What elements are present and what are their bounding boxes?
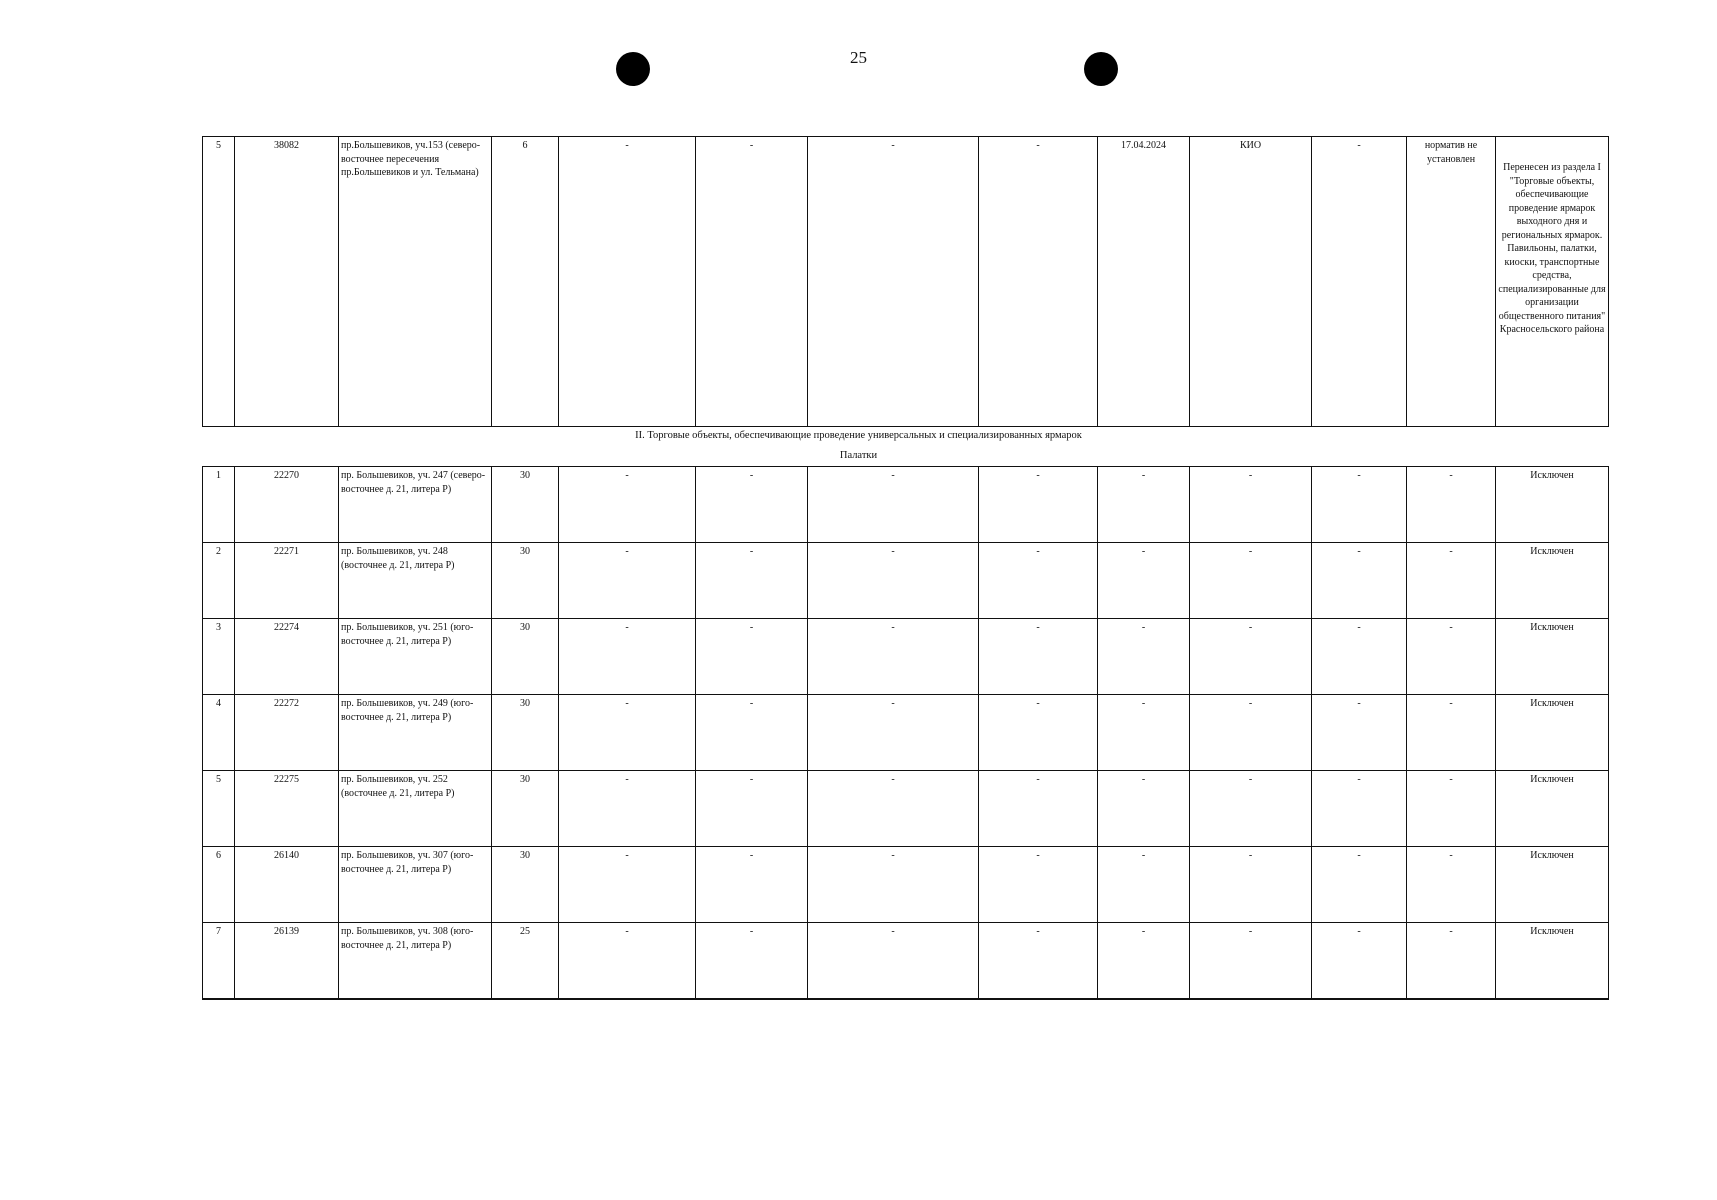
cell-dash: - (559, 695, 696, 771)
subsection-title: Палатки (839, 450, 878, 461)
cell-address: пр. Большевиков, уч. 307 (юго-восточнее д. 21, литера Р) (339, 847, 492, 923)
cell-dash: - (979, 923, 1098, 999)
cell-dash: - (808, 467, 979, 543)
cell-object-id: 26140 (235, 847, 339, 923)
table-row (203, 619, 1609, 695)
cell-dash: - (696, 543, 808, 619)
cell-dash: - (1312, 695, 1407, 771)
cell-dash: - (1098, 923, 1190, 999)
cell-number: 7 (203, 923, 235, 999)
cell-dash: - (979, 847, 1098, 923)
cell-dash: - (1190, 619, 1312, 695)
cell-dash: - (979, 695, 1098, 771)
cell-organization: КИО (1190, 137, 1312, 427)
cell-dash: - (1407, 619, 1496, 695)
cell-status: Исключен (1496, 543, 1609, 619)
cell-dash: - (808, 771, 979, 847)
cell-area: 30 (492, 543, 559, 619)
table-row (203, 137, 1609, 427)
cell-object-id: 38082 (235, 137, 339, 427)
cell-dash: - (1190, 543, 1312, 619)
cell-area: 25 (492, 923, 559, 999)
cell-area: 30 (492, 847, 559, 923)
cell-dash: - (808, 923, 979, 999)
page-number: 25 (850, 48, 867, 67)
cell-dash: - (559, 923, 696, 999)
table-row (203, 923, 1609, 999)
cell-object-id: 26139 (235, 923, 339, 999)
cell-note: Перенесен из раздела I "Торговые объекты, обеспечивающие проведение ярмарок выходного дня и региональных ярмарок. Павильоны, палатки, киоски, транспортные средства, специализированные для организации общественного питания" Красносельского района (1496, 137, 1609, 427)
cell-dash: - (1190, 695, 1312, 771)
cell-area: 30 (492, 619, 559, 695)
cell-address: пр. Большевиков, уч. 252 (восточнее д. 21, литера Р) (339, 771, 492, 847)
cell-dash: - (1098, 543, 1190, 619)
cell-dash: - (1098, 771, 1190, 847)
cell-norm: норматив не установлен (1407, 137, 1496, 427)
cell-dash: - (696, 923, 808, 999)
cell-dash: - (1190, 771, 1312, 847)
cell-dash: - (1312, 847, 1407, 923)
cell-dash: - (979, 771, 1098, 847)
cell-date: 17.04.2024 (1098, 137, 1190, 427)
previous-section-table (202, 136, 1609, 427)
cell-dash: - (808, 695, 979, 771)
cell-dash: - (559, 467, 696, 543)
cell-empty: - (979, 137, 1098, 427)
cell-dash: - (1190, 467, 1312, 543)
cell-dash: - (696, 619, 808, 695)
cell-address: пр. Большевиков, уч. 308 (юго-восточнее д. 21, литера Р) (339, 923, 492, 999)
cell-number: 3 (203, 619, 235, 695)
cell-object-id: 22274 (235, 619, 339, 695)
cell-empty: - (808, 137, 979, 427)
punch-hole-right (1084, 52, 1118, 86)
cell-address: пр. Большевиков, уч. 248 (восточнее д. 21, литера Р) (339, 543, 492, 619)
cell-address: пр. Большевиков, уч. 251 (юго-восточнее д. 21, литера Р) (339, 619, 492, 695)
cell-empty: - (559, 137, 696, 427)
cell-empty: - (1312, 137, 1407, 427)
table-row (203, 847, 1609, 923)
cell-dash: - (559, 543, 696, 619)
cell-dash: - (696, 467, 808, 543)
table-row (203, 467, 1609, 543)
cell-dash: - (1098, 467, 1190, 543)
cell-number: 2 (203, 543, 235, 619)
cell-area: 30 (492, 771, 559, 847)
cell-status: Исключен (1496, 771, 1609, 847)
cell-dash: - (808, 543, 979, 619)
cell-status: Исключен (1496, 619, 1609, 695)
cell-dash: - (1098, 619, 1190, 695)
table-row (203, 543, 1609, 619)
cell-dash: - (979, 543, 1098, 619)
table-row (203, 771, 1609, 847)
cell-dash: - (808, 619, 979, 695)
cell-dash: - (1407, 695, 1496, 771)
cell-dash: - (1312, 543, 1407, 619)
cell-dash: - (1407, 771, 1496, 847)
cell-dash: - (1312, 619, 1407, 695)
cell-dash: - (1190, 923, 1312, 999)
cell-address: пр. Большевиков, уч. 247 (северо-восточнее д. 21, литера Р) (339, 467, 492, 543)
cell-dash: - (696, 847, 808, 923)
cell-object-id: 22275 (235, 771, 339, 847)
cell-dash: - (1407, 847, 1496, 923)
cell-number: 6 (203, 847, 235, 923)
cell-area: 30 (492, 695, 559, 771)
cell-dash: - (559, 619, 696, 695)
cell-dash: - (559, 847, 696, 923)
cell-dash: - (1312, 923, 1407, 999)
cell-dash: - (1190, 847, 1312, 923)
cell-status: Исключен (1496, 847, 1609, 923)
cell-dash: - (1407, 467, 1496, 543)
cell-status: Исключен (1496, 923, 1609, 999)
cell-dash: - (559, 771, 696, 847)
cell-number: 5 (203, 771, 235, 847)
cell-dash: - (1407, 543, 1496, 619)
cell-object-id: 22272 (235, 695, 339, 771)
cell-dash: - (696, 695, 808, 771)
cell-object-id: 22270 (235, 467, 339, 543)
cell-status: Исключен (1496, 467, 1609, 543)
cell-dash: - (1098, 695, 1190, 771)
punch-hole-left (616, 52, 650, 86)
cell-address: пр. Большевиков, уч. 249 (юго-восточнее д. 21, литера Р) (339, 695, 492, 771)
fair-objects-table (202, 466, 1609, 1000)
cell-dash: - (1098, 847, 1190, 923)
cell-number: 1 (203, 467, 235, 543)
cell-dash: - (1312, 467, 1407, 543)
cell-address: пр.Большевиков, уч.153 (северо-восточнее пересечения пр.Большевиков и ул. Тельмана) (339, 137, 492, 427)
cell-number: 5 (203, 137, 235, 427)
cell-empty: - (696, 137, 808, 427)
cell-object-id: 22271 (235, 543, 339, 619)
cell-status: Исключен (1496, 695, 1609, 771)
cell-dash: - (1407, 923, 1496, 999)
cell-dash: - (979, 467, 1098, 543)
cell-area: 30 (492, 467, 559, 543)
cell-dash: - (808, 847, 979, 923)
cell-dash: - (696, 771, 808, 847)
table-row (203, 695, 1609, 771)
section-title: II. Торговые объекты, обеспечивающие проведение универсальных и специализированных ярмарок (635, 430, 1082, 441)
cell-number: 4 (203, 695, 235, 771)
cell-area: 6 (492, 137, 559, 427)
cell-dash: - (1312, 771, 1407, 847)
cell-dash: - (979, 619, 1098, 695)
